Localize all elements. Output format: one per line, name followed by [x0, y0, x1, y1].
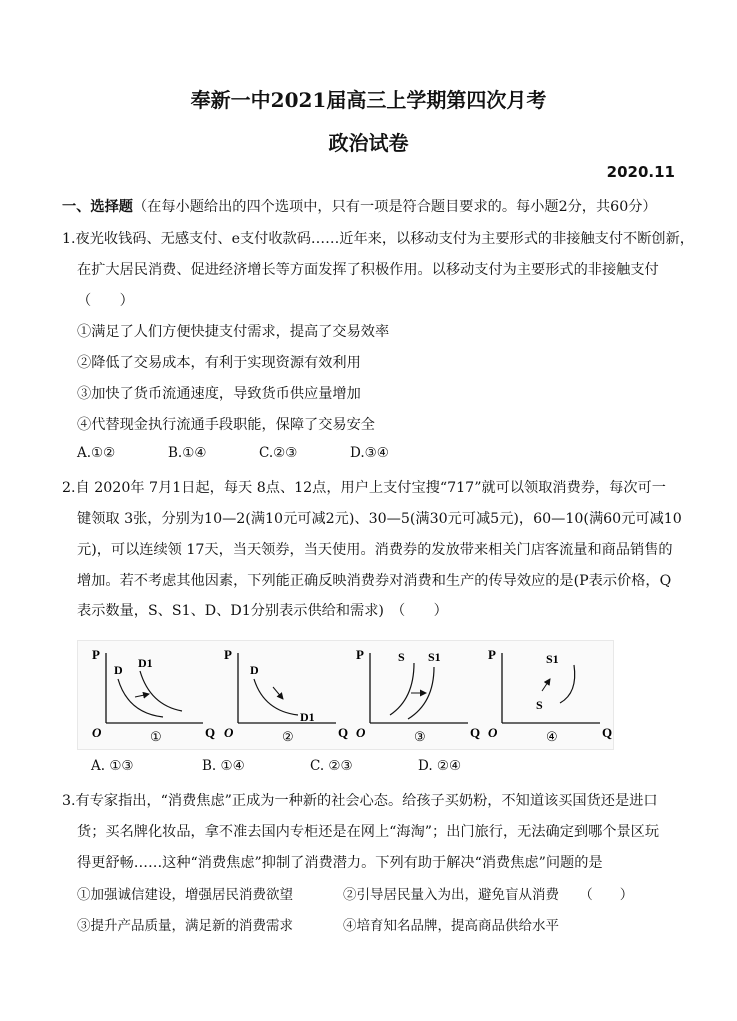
- section-heading-label: 一、选择题: [62, 199, 133, 215]
- graph-2-curve-d: [254, 679, 298, 715]
- q1-option-b: B.①④: [168, 445, 207, 461]
- q2-stem-line-4: 增加。若不考虑其他因素，下列能正确反映消费券对消费和生产的传导效应的是(P表示价格，Q: [77, 573, 672, 589]
- q1-stem-line-1: 1.夜光收钱码、无感支付、e支付收款码……近年来，以移动支付为主要形式的非接触支付不断创新，: [62, 231, 694, 247]
- exam-date: 2020.11: [606, 163, 675, 181]
- graph-4-number: ④: [546, 729, 558, 744]
- q2-stem-line-1: 2.自 2020年 7月1日起，每天 8点、12点，用户上支付宝搜“717”就可以领取消费券，每次可一: [62, 480, 666, 496]
- graph-4-curve-s: [560, 665, 575, 703]
- graph-3-number: ③: [414, 729, 426, 744]
- q1-option-c: C.②③: [259, 445, 298, 461]
- page-title: 奉新一中2021届高三上学期第四次月考: [190, 88, 547, 112]
- graph-3-label-a: S: [398, 650, 405, 664]
- graph-3-curve-s: [390, 663, 414, 715]
- graph-2-label-a: D: [250, 663, 259, 677]
- q2-graphs: [77, 640, 614, 750]
- q2-option-a: A. ①③: [91, 758, 134, 774]
- graph-2-p-label: P: [224, 647, 232, 662]
- q1-statement-4: ④代替现金执行流通手段职能，保障了交易安全: [77, 417, 375, 433]
- q2-option-b: B. ①④: [202, 758, 245, 774]
- q2-stem-line-5: 表示数量，S、S1、D、D1分别表示供给和需求) （ ）: [77, 603, 448, 619]
- q3-stem-line-2: 货；买名牌化妆品，拿不准去国内专柜还是在网上“海淘”；出门旅行，无法确定到哪个景区玩: [77, 824, 660, 840]
- q2-stem-line-3: 元)，可以连续领 17天，当天领券，当天使用。消费券的发放带来相关门店客流量和商品销售的: [77, 542, 673, 558]
- graph-4-q-label: Q: [602, 725, 613, 740]
- graph-1: [92, 647, 215, 744]
- page-subtitle: 政治试卷: [328, 131, 409, 155]
- graph-1-q-label: Q: [205, 725, 216, 740]
- graph-2-q-label: Q: [338, 725, 349, 740]
- graph-1-number: ①: [150, 729, 162, 744]
- q3-statement-3: ③提升产品质量，满足新的消费需求: [77, 918, 293, 934]
- q3-stem-line-3: 得更舒畅……这种“消费焦虑”抑制了消费潜力。下列有助于解决“消费焦虑”问题的是: [77, 855, 603, 871]
- q1-statement-3: ③加快了货币流通速度，导致货币供应量增加: [77, 386, 361, 402]
- graph-4-p-label: P: [488, 647, 496, 662]
- graph-1-label-b: D1: [138, 656, 153, 670]
- graph-2-origin: O: [224, 725, 234, 740]
- graph-3: [356, 647, 480, 744]
- graph-3-label-b: S1: [428, 650, 441, 664]
- q2-stem-line-2: 键领取 3张，分别为10—2(满10元可减2元)、30—5(满30元可减5元)，60—10(满60元可减10: [77, 511, 682, 527]
- q2-option-d: D. ②④: [418, 758, 462, 774]
- graph-4: [488, 647, 612, 744]
- graph-4-origin: O: [488, 725, 498, 740]
- graph-4-label-a: S1: [546, 652, 559, 666]
- q1-stem-line-2: 在扩大居民消费、促进经济增长等方面发挥了积极作用。以移动支付为主要形式的非接触支付: [77, 262, 659, 278]
- graph-3-p-label: P: [356, 647, 364, 662]
- q1-option-d: D.③④: [350, 445, 389, 461]
- graph-3-q-label: Q: [470, 725, 481, 740]
- q2-graphs-svg: [78, 641, 613, 749]
- section-instructions: （在每小题给出的四个选项中，只有一项是符合题目要求的。每小题2分，共60分）: [132, 199, 657, 215]
- graph-1-label-a: D: [114, 663, 123, 677]
- q2-option-c: C. ②③: [310, 758, 353, 774]
- q3-stem-line-1: 3.有专家指出，“消费焦虑”正成为一种新的社会心态。给孩子买奶粉，不知道该买国货还是进口: [62, 793, 658, 809]
- graph-3-origin: O: [356, 725, 366, 740]
- graph-1-origin: O: [92, 725, 102, 740]
- graph-4-move-arrow: [542, 679, 550, 691]
- graph-2-number: ②: [282, 729, 294, 744]
- graph-4-label-b: S: [536, 698, 543, 712]
- graph-2-move-arrow: [273, 687, 283, 699]
- graph-2: [224, 647, 348, 744]
- graph-1-curve-d1: [140, 671, 182, 711]
- q3-statement-2: ②引导居民量入为出，避免盲从消费 （ ）: [343, 887, 634, 903]
- graph-2-label-b: D1: [300, 710, 315, 724]
- graph-1-shift-arrow: [135, 694, 149, 697]
- section-heading: [62, 196, 657, 216]
- q1-option-a: A.①②: [77, 445, 116, 461]
- q1-statement-2: ②降低了交易成本，有利于实现资源有效利用: [77, 355, 361, 371]
- q3-statement-1: ①加强诚信建设，增强居民消费欲望: [77, 887, 293, 903]
- q3-statement-4: ④培育知名品牌，提高商品供给水平: [343, 918, 559, 934]
- q1-answer-blank: （ ）: [77, 293, 134, 309]
- graph-1-p-label: P: [92, 647, 100, 662]
- q1-statement-1: ①满足了人们方便快捷支付需求，提高了交易效率: [77, 324, 390, 340]
